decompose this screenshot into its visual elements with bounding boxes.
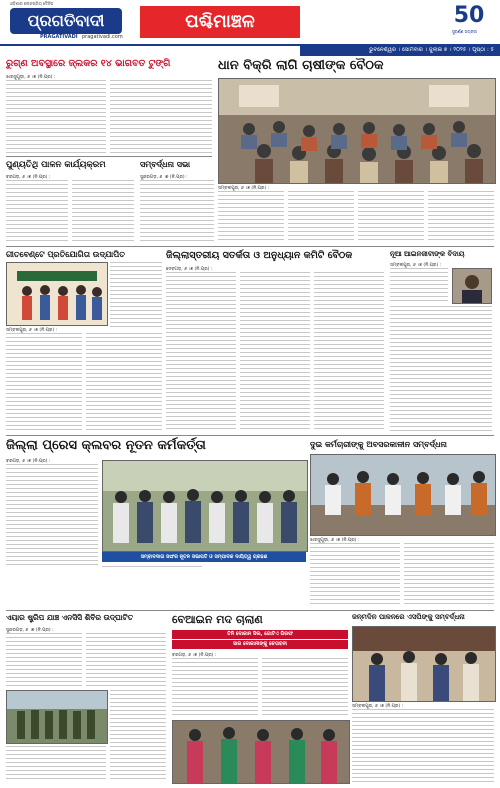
headline-a6[interactable]: ଜିଲ୍ଲାସ୍ତରୀୟ ସତର୍କତା ଓ ଅନୁଧ୍ୟାନ କମିଟି ବୈଠକ [166,250,353,261]
tagline: ଓଡ଼ିଶାର ଲୋକପ୍ରିୟ ଦୈନିକ [10,1,54,6]
body-a10-col1 [6,633,82,687]
liquor-subhead-1: ତିନି ଦୋକାନ ସିଲ, ଗୋଟିଏ ଗିରଫ [172,630,348,639]
body-a10-col3 [110,690,166,782]
divider [6,246,494,247]
dateline: ଭୁବନେଶ୍ୱର । ସୋମବାର । ଜୁଲାଇ ୭ । ୨୦୨୫ । ପୃଷ୍ଠା : ୫ [300,44,500,56]
divider [6,610,494,611]
press-club-photo [102,460,308,552]
liquor-subhead-2: ସାର ଦୋକାନୀଙ୍କୁ ଚେତାବନୀ [172,640,348,649]
brand-url[interactable]: pragativadi.com [82,34,123,40]
body-a9-col1 [310,543,400,607]
byline-a3: ବରଗଡ଼, ୬ ।୭ (ନି.ପ୍ର) : [6,175,51,180]
body-a10-col2 [86,633,166,687]
body-a8-col1 [6,464,98,568]
birthday-felicitation-photo [352,626,496,702]
byline-a7: ସମ୍ବଲପୁର, ୬ ।୭ (ନି.ପ୍ର) : [390,263,442,268]
body-a6-col2 [240,272,310,432]
lawyer-portrait [452,268,492,304]
byline-a8: ବରଗଡ଼, ୬ ।୭ (ନି.ପ୍ର) : [6,459,51,464]
byline-a6: ଦେବଗଡ଼, ୬ ।୭ (ନି.ପ୍ର) : [166,267,213,272]
headline-a9[interactable]: ଦୁଇ କର୍ମଚାରୀଙ୍କୁ ଅବସରକାଳୀନ ସମ୍ବର୍ଦ୍ଧନା [310,440,447,449]
body-a4 [140,180,214,244]
body-a11-col2 [262,658,348,718]
body-a2-col1 [218,191,284,241]
press-club-caption: ସମ୍ବାଦଦାତା ସଙ୍ଘର ନୂତନ ସଭାପତି ଓ ସମ୍ପାଦକ ଦାୟିତ୍ୱ ଗ୍ରହଣ [102,552,306,562]
byline-a12: ସମ୍ବଲପୁର, ୬ ।୭ (ନି.ପ୍ର) : [352,704,404,709]
competition-photo [6,262,108,326]
headline-a5[interactable]: ଗୀତବେଣ୍ଟେ ପ୍ରତିଯୋଗିତା ଉଦ୍‌ଯାପିତ [6,250,125,259]
body-a1-col1 [6,80,106,154]
body-a6-col3 [314,272,384,432]
body-a1-col2 [110,80,212,154]
body-a2-col3 [358,191,424,241]
body-a5-col2 [86,333,162,433]
body-a10-col4 [6,746,106,782]
body-a7-top [390,268,448,304]
byline-a9: ଝାରସୁଗୁଡ଼ା, ୬ ।୭ (ନି.ପ୍ର) : [310,538,360,543]
body-a5-col1 [6,333,82,433]
body-a2-col4 [428,191,494,241]
headline-a1[interactable]: ରୁଗ୍‌ଣ ଅବସ୍ଥାରେ ଜ୍ଲକର ୧୪ ଭାଗବତ ଟୁଙ୍ଗି [6,58,171,69]
headline-a3[interactable]: ପୁଣ୍ୟତିଥି ପାଳନ କାର୍ଯ୍ୟକ୍ରମ [6,160,106,170]
headline-a10[interactable]: ଏୟାର ଷ୍ଟ୍ରିପ ଯାଞ୍ଚ ଏନସିସି ଶିବିର ଉଦ୍‌ଘାଟିତ [6,613,134,622]
body-a12 [352,709,494,782]
byline-a10: ସୁନ୍ଦରଗଡ଼, ୬ ।୭ (ନି.ପ୍ର) : [6,628,54,633]
headline-a2[interactable]: ଧାନ ବିକ୍ରି ଲାଗି ଚାଷୀଙ୍କ ବୈଠକ [218,58,384,73]
headline-a4[interactable]: ସମ୍ବର୍ଦ୍ଧନା ସଭା [140,160,191,169]
liquor-seizure-photo [172,720,350,784]
divider [6,435,494,436]
brand-latin: PRAGATIVADI [40,34,78,40]
byline-a5: ସମ୍ବଲପୁର, ୬ ।୭ (ନି.ପ୍ର) : [6,328,58,333]
byline-a1: ଝାରସୁଗୁଡ଼ା, ୬ ।୭ (ନି.ପ୍ର) : [6,75,56,80]
byline-a2: ସମ୍ବଲପୁର, ୬ ।୭ (ନି.ପ୍ର) : [218,186,270,191]
body-a11-col1 [172,658,258,718]
body-a6-col1 [166,272,236,432]
body-a7 [390,306,492,432]
body-a2-col2 [288,191,354,241]
headline-a12[interactable]: ଜନ୍ମଦିନ ପାଳନରେ ଏସପିଙ୍କୁ ସମ୍ବର୍ଦ୍ଧନା [352,613,465,621]
farmers-meeting-photo [218,78,496,184]
divider [6,156,212,157]
headline-a7[interactable]: ନୂଆ ଆଇନଜୀବୀଙ୍କ ବିଦାୟ [390,250,465,258]
byline-a4: ସୁନ୍ଦରଗଡ଼, ୬ ।୭ (ନି.ପ୍ର) : [140,175,188,180]
headline-a8[interactable]: ଜିଲ୍ଲା ପ୍ରେସ କ୍ଲବର ନୂତନ କର୍ମକର୍ତ୍ତା [6,438,206,453]
edition-title: ପଶ୍ଚିମାଞ୍ଚଳ [140,6,300,38]
anniversary-label: ସୁବର୍ଣ୍ଣ ଜୟନ୍ତୀ [452,29,478,34]
body-a8-col2 [102,566,202,568]
anniversary-emblem: 50 [453,3,485,28]
body-a9-col2 [404,543,494,607]
ncc-camp-photo [6,690,108,744]
byline-a11: ବରଗଡ଼, ୬ ।୭ (ନି.ପ୍ର) : [172,653,217,658]
body-a5-side [110,262,162,328]
body-a3-col2 [72,180,134,244]
headline-a11[interactable]: ବେଆଇନ ମଦ ଚାଲାଣ [172,613,263,626]
retirement-photo [310,454,496,536]
body-a3-col1 [6,180,68,244]
brand-logo[interactable]: ପ୍ରଗତିବାଦୀ [10,8,122,34]
